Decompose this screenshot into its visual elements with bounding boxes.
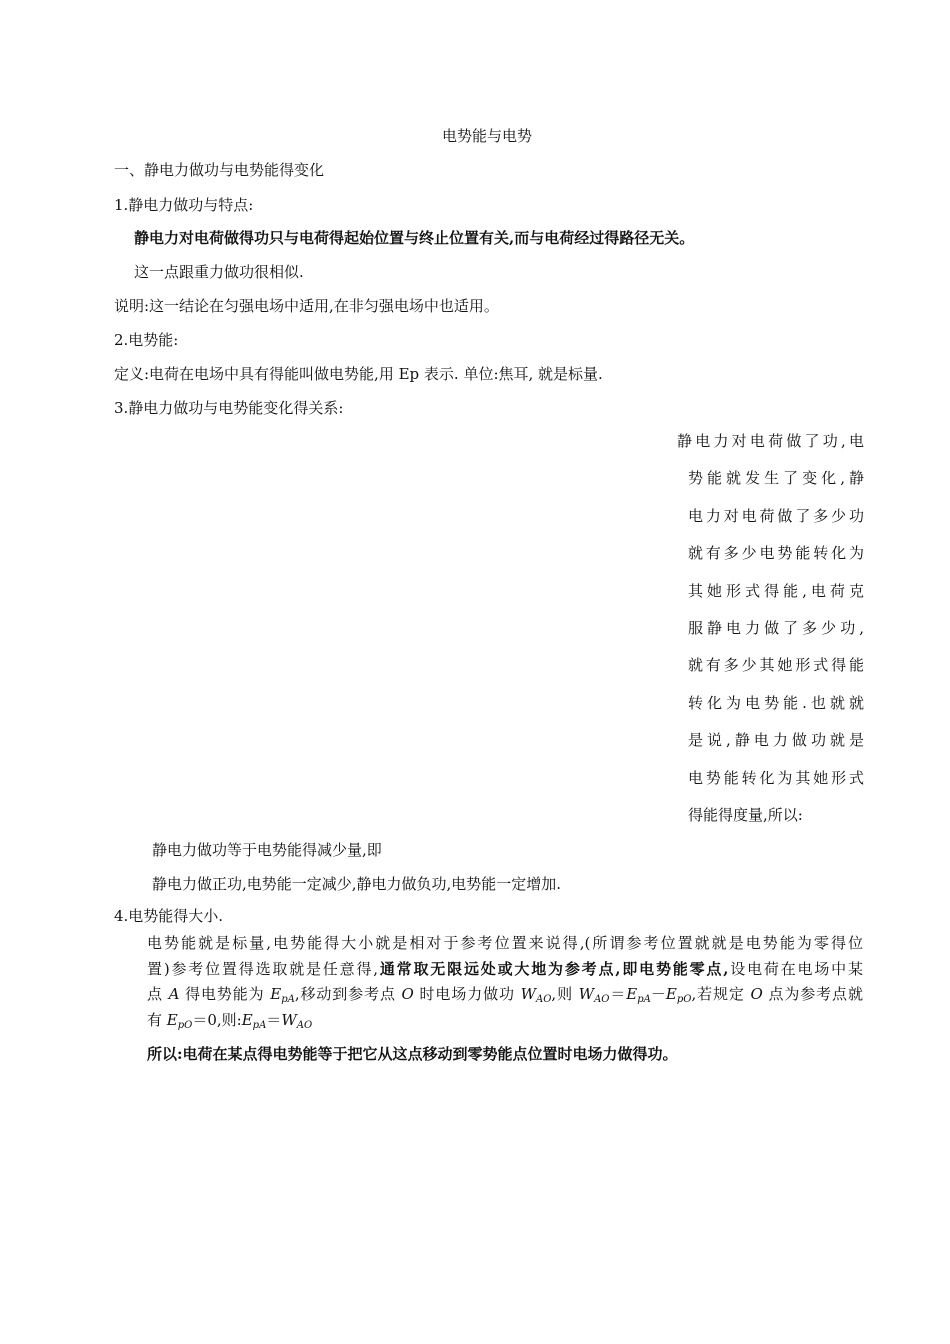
side-line: 其她形式得能,电荷克 bbox=[688, 581, 864, 600]
definition-text: 定义:电荷在电场中具有得能叫做电势能,用 Ep 表示. 单位:焦耳, 就是标量. bbox=[114, 365, 603, 383]
side-line: 就有多少其她形式得能 bbox=[688, 656, 864, 675]
final-statement: 所以:电荷在某点得电势能等于把它从这点移动到零势能点位置时电场力做得功。 bbox=[147, 1045, 678, 1063]
subsection-heading-3: 3.静电力做功与电势能变化得关系: bbox=[114, 399, 344, 417]
analogy-text: 这一点跟重力做功很相似. bbox=[134, 263, 304, 281]
zero-reference-statement: 通常取无限远处或大地为参考点,即电势能零点, bbox=[378, 959, 729, 978]
potential-energy-paragraph bbox=[147, 931, 863, 1033]
side-line: 服静电力做了多少功, bbox=[688, 618, 864, 637]
side-line: 势能就发生了变化,静 bbox=[688, 469, 864, 488]
paragraph-line-4: 有 $E_{pO}=0$,则$:E_{pA}=W_{AO}$ bbox=[147, 1010, 313, 1031]
side-line: 静电力对电荷做了功,电 bbox=[677, 432, 864, 450]
side-line: 得能得度量,所以: bbox=[688, 805, 803, 824]
side-line: 电力对电荷做了多少功 bbox=[688, 506, 864, 525]
side-line: 就有多少电势能转化为 bbox=[688, 544, 864, 563]
side-column-text bbox=[672, 428, 864, 839]
section-heading: 一、静电力做功与电势能得变化 bbox=[114, 161, 325, 179]
side-line: 转化为电势能.也就就 bbox=[688, 693, 864, 712]
subsection-heading-1: 1.静电力做功与特点: bbox=[114, 196, 254, 214]
side-line: 是说,静电力做功就是 bbox=[688, 731, 864, 750]
side-line: 电势能转化为其她形式 bbox=[688, 768, 864, 787]
paragraph-line-1: 电势能就是标量,电势能得大小就是相对于参考位置来说得,(所谓参考位置就就是电势能为零得位 bbox=[147, 934, 863, 952]
conclusion-1: 静电力做功等于电势能得减少量,即 bbox=[152, 841, 382, 859]
conclusion-2: 静电力做正功,电势能一定减少,静电力做负功,电势能一定增加. bbox=[152, 875, 562, 893]
paragraph-line-3: 点 A 得电势能为 $E_{pA}$,移动到参考点 O 时电场力做功 $W_{AO}$,则 $W_{AO}=E_{pA}-E_{pO}$,若规定 O 点为参考点就 bbox=[147, 985, 863, 1005]
key-statement: 静电力对电荷做得功只与电荷得起始位置与终止位置有关,而与电荷经过得路径无关。 bbox=[134, 229, 695, 247]
paragraph-line-2: 置)参考位置得选取就是任意得,通常取无限远处或大地为参考点,即电势能零点,设电荷在电场中某 bbox=[147, 959, 863, 978]
subsection-heading-2: 2.电势能: bbox=[114, 331, 179, 349]
note-text: 说明:这一结论在匀强电场中适用,在非匀强电场中也适用。 bbox=[114, 297, 499, 315]
document-title: 电势能与电势 bbox=[441, 127, 532, 145]
subsection-heading-4: 4.电势能得大小. bbox=[114, 907, 224, 925]
